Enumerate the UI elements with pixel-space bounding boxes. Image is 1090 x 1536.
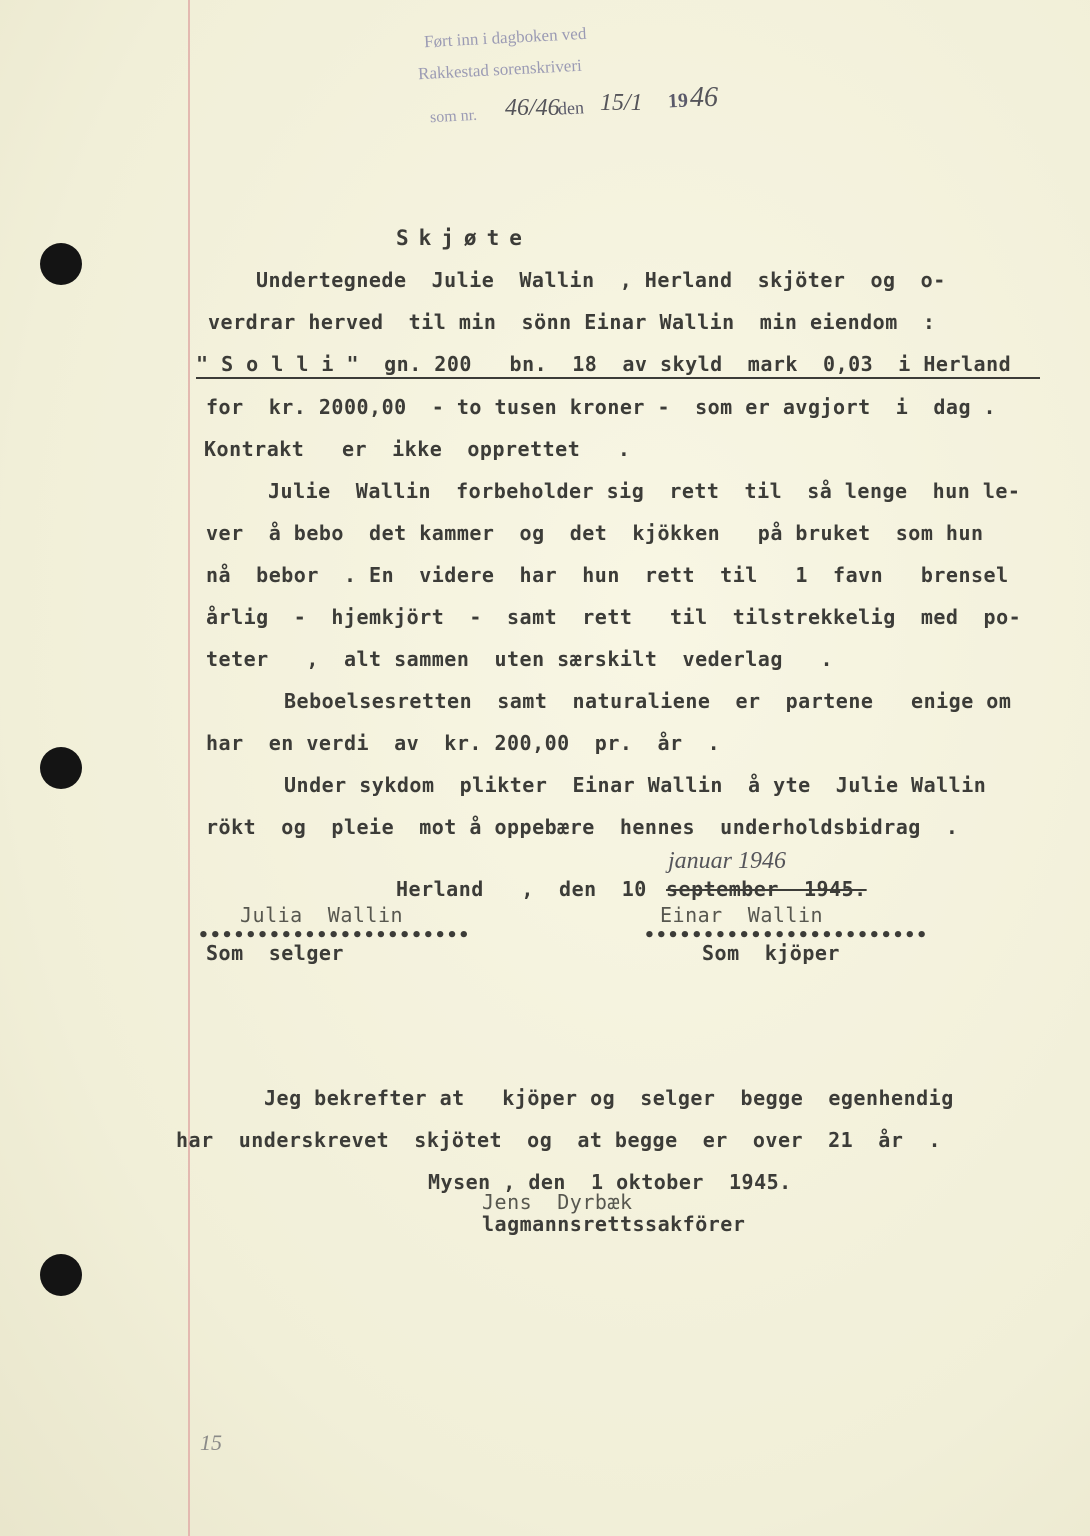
body-line: verdrar herved til min sönn Einar Wallin min eiendom : [208, 310, 936, 334]
confirmation-line: Jeg bekrefter at kjöper og selger begge egenhendig [264, 1086, 954, 1110]
body-line: for kr. 2000,00 - to tusen kroner - som er avgjort i dag . [206, 395, 997, 419]
buyer-name: Einar Wallin [660, 903, 824, 927]
body-line: Kontrakt er ikke opprettet . [204, 437, 631, 461]
stamp-line-1: Ført inn i dagboken ved [423, 23, 587, 52]
struck-date: september 1945. [666, 877, 867, 901]
signing-place: Herland , den 10 [396, 877, 647, 901]
body-line: Undertegnede Julie Wallin , Herland skjöter og o- [256, 268, 946, 292]
buyer-signature-line: •••••••••••••••••••••••• [644, 925, 929, 946]
punch-hole [40, 243, 82, 285]
stamp-prefix: som nr. [429, 106, 478, 127]
punch-hole [40, 1254, 82, 1296]
body-line: Julie Wallin forbeholder sig rett til så lenge hun le- [268, 479, 1021, 503]
body-line: nå bebor . En videre har hun rett til 1 favn brensel [206, 563, 1009, 587]
stamp-date: 15/1 [600, 90, 643, 116]
seller-name: Julia Wallin [240, 903, 404, 927]
property-underline [196, 377, 1040, 379]
seller-role: Som selger [206, 941, 344, 965]
handwritten-date-correction: januar 1946 [668, 848, 787, 874]
property-line: " S o l l i " gn. 200 bn. 18 av skyld mark 0,03 i Herland [196, 352, 1012, 376]
buyer-role: Som kjöper [702, 941, 840, 965]
stamp-year-printed: 19 [667, 89, 689, 113]
body-line: ver å bebo det kammer og det kjökken på bruket som hun [206, 521, 984, 545]
body-line: Beboelsesretten samt naturaliene er partene enige om [284, 689, 1012, 713]
body-line: teter , alt sammen uten særskilt vederlag . [206, 647, 834, 671]
stamp-number: 46/46 [505, 95, 560, 121]
signer-title: lagmannsrettssakförer [482, 1212, 746, 1236]
seller-signature-line: ••••••••••••••••••••••• [198, 925, 471, 946]
confirmation-place-date: Mysen , den 1 oktober 1945. [428, 1170, 792, 1194]
margin-rule [188, 0, 190, 1536]
punch-hole [40, 747, 82, 789]
body-line: rökt og pleie mot å oppebære hennes underholdsbidrag . [206, 815, 959, 839]
corner-pencil-mark: 15 [200, 1430, 222, 1455]
page-title: Skjøte [396, 226, 532, 250]
body-line: årlig - hjemkjört - samt rett til tilstrekkelig med po- [206, 605, 1022, 629]
body-line: Under sykdom plikter Einar Wallin å yte Julie Wallin [284, 773, 987, 797]
stamp-year-written: 46 [690, 82, 718, 113]
body-line: har en verdi av kr. 200,00 pr. år . [206, 731, 721, 755]
stamp-den: den [557, 97, 585, 119]
stamp-line-2: Rakkestad sorenskriveri [417, 55, 583, 84]
confirmation-line: har underskrevet skjötet og at begge er over 21 år . [176, 1128, 942, 1152]
signer-name: Jens Dyrbæk [482, 1190, 633, 1214]
